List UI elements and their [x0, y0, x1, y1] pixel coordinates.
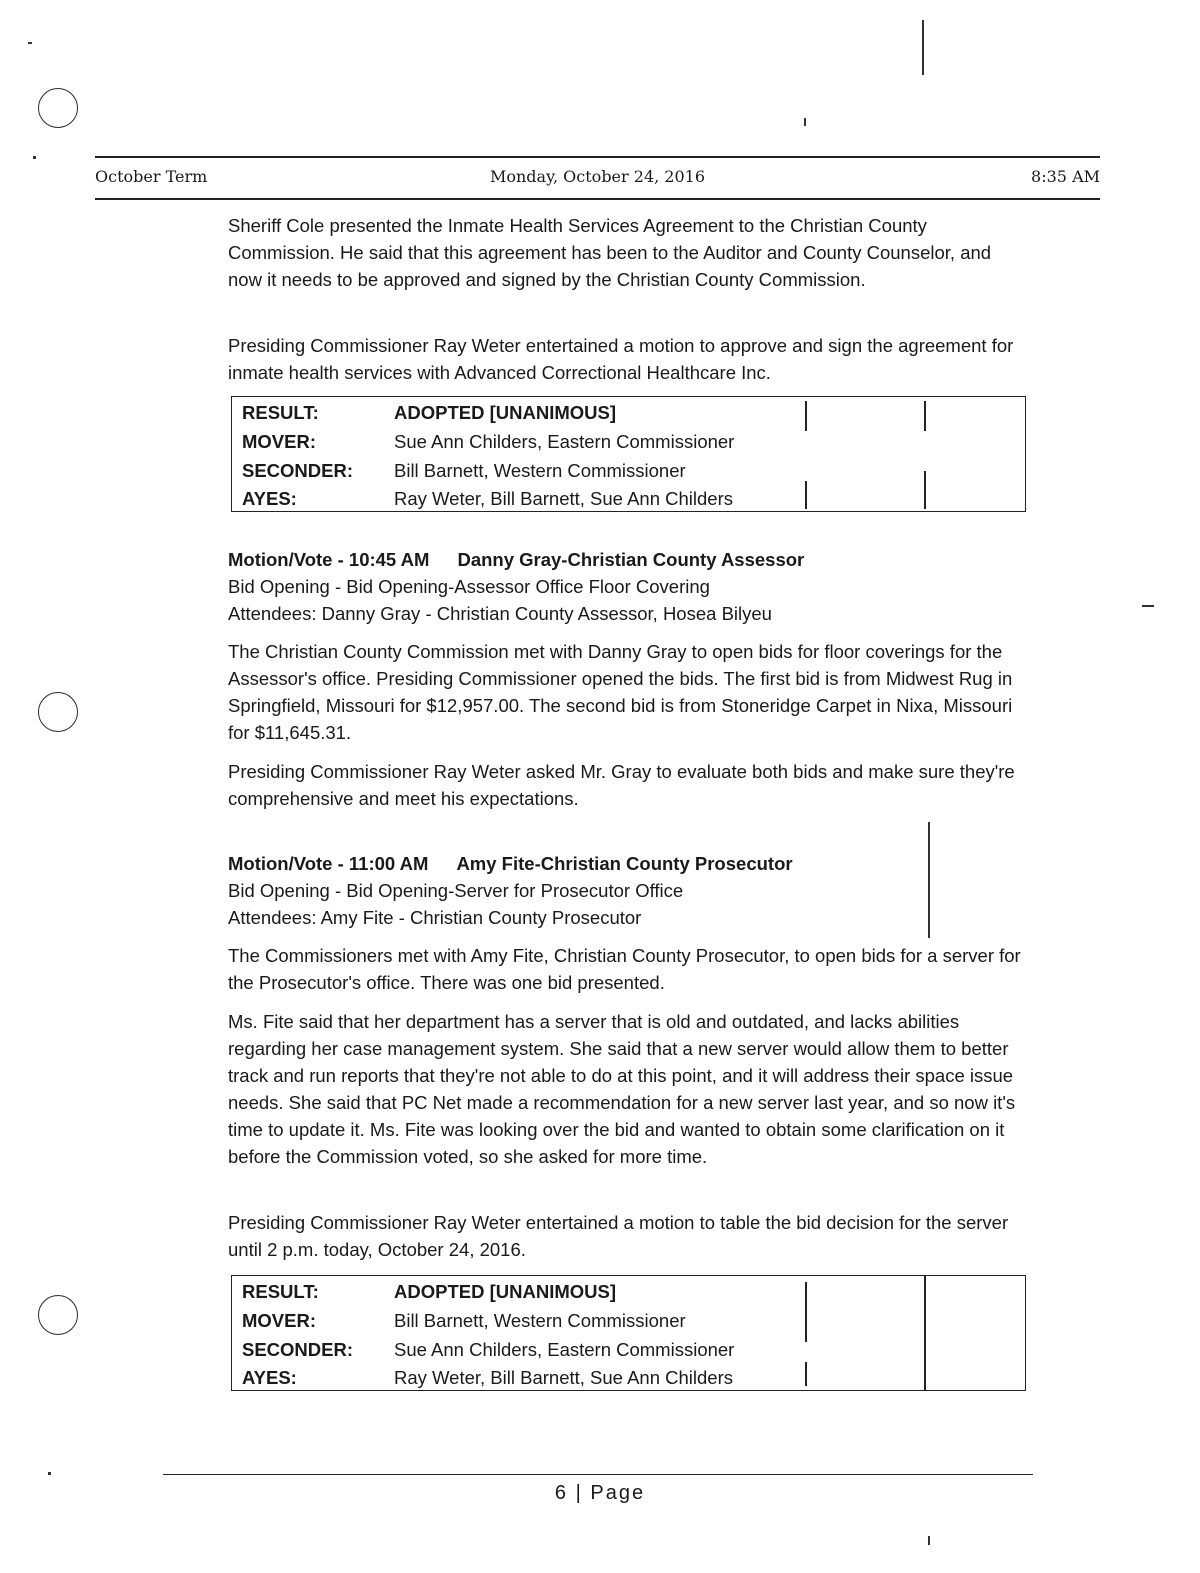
paragraph-text: Presiding Commissioner Ray Weter asked Mr. Gray to evaluate both bids and make sure they're comprehensive and meet his expectations.: [228, 761, 1015, 809]
table-divider: [924, 471, 926, 509]
mover-label: MOVER:: [242, 431, 316, 452]
vote-table-prosecutor: [231, 1275, 1026, 1391]
bid-opening-line: Bid Opening - Bid Opening-Assessor Office Floor Covering: [228, 576, 710, 597]
meeting-title: [228, 850, 1028, 877]
seconder-value: Bill Barnett, Western Commissioner: [394, 460, 686, 481]
seconder-value: Sue Ann Childers, Eastern Commissioner: [394, 1339, 735, 1360]
meeting-time: 8:35 AM: [1031, 167, 1100, 186]
assessor-paragraph-1: [228, 638, 1028, 746]
result-value: ADOPTED [UNANIMOUS]: [394, 402, 616, 423]
meeting-date: Monday, October 24, 2016: [489, 167, 706, 186]
meeting-title: [228, 546, 1028, 573]
motion-vote-time: Motion/Vote - 11:00 AM: [228, 853, 429, 874]
scan-speck: [28, 42, 32, 44]
attendees-line: Attendees: Amy Fite - Christian County Prosecutor: [228, 907, 642, 928]
footer-rule: [163, 1474, 1033, 1475]
vote-table-inmate: [231, 396, 1026, 512]
table-divider: [805, 401, 807, 431]
table-divider: [805, 481, 807, 509]
ayes-label: AYES:: [242, 488, 297, 509]
meeting-subject: Amy Fite-Christian County Prosecutor: [456, 853, 793, 874]
inmate-paragraph-1: [228, 212, 1028, 293]
prosecutor-paragraph-2: [228, 1008, 1028, 1170]
scan-speck: [1142, 605, 1154, 607]
prosecutor-paragraph-3: [228, 1209, 1028, 1263]
scan-speck: [922, 20, 924, 75]
scan-speck: [48, 1472, 51, 1475]
inmate-paragraph-2: [228, 332, 1028, 386]
mover-value: Bill Barnett, Western Commissioner: [394, 1310, 686, 1331]
mover-value: Sue Ann Childers, Eastern Commissioner: [394, 431, 735, 452]
bid-opening-line: Bid Opening - Bid Opening-Server for Prosecutor Office: [228, 880, 684, 901]
result-label: RESULT:: [242, 1281, 319, 1302]
paragraph-text: Ms. Fite said that her department has a server that is old and outdated, and lacks abilities regarding her case management system. She said that a new server would allow them to better track and run reports that they're not able to do at this point, and it will address their space issue needs. She said that PC Net made a recommendation for a new server last year, and so now it's time to update it. Ms. Fite was looking over the bid and wanted to obtain some clarification on it before the Commission voted, so she asked for more time.: [228, 1011, 1016, 1167]
paragraph-text: The Commissioners met with Amy Fite, Christian County Prosecutor, to open bids for a server for the Prosecutor's office. There was one bid presented.: [228, 945, 1021, 993]
meeting-subject: Danny Gray-Christian County Assessor: [457, 549, 805, 570]
ayes-value: Ray Weter, Bill Barnett, Sue Ann Childers: [394, 1367, 733, 1388]
table-divider: [924, 1276, 926, 1390]
binder-hole-top: [38, 88, 78, 128]
binder-hole-middle: [38, 692, 78, 732]
table-divider: [924, 401, 926, 431]
mover-label: MOVER:: [242, 1310, 316, 1331]
motion-vote-time: Motion/Vote - 10:45 AM: [228, 549, 430, 570]
result-value: ADOPTED [UNANIMOUS]: [394, 1281, 616, 1302]
seconder-label: SECONDER:: [242, 460, 354, 481]
page-header: [95, 156, 1100, 200]
table-divider: [805, 1362, 807, 1386]
prosecutor-meeting: [228, 850, 1028, 931]
scan-speck: [928, 1536, 930, 1545]
page-number: 6 | Page: [554, 1482, 646, 1504]
scan-speck: [804, 118, 806, 126]
seconder-label: SECONDER:: [242, 1339, 354, 1360]
table-divider: [805, 1282, 807, 1342]
paragraph-text: Presiding Commissioner Ray Weter entertained a motion to table the bid decision for the server until 2 p.m. today, October 24, 2016.: [228, 1212, 1009, 1260]
paragraph-text: Sheriff Cole presented the Inmate Health Services Agreement to the Christian County Commission. He said that this agreement has been to the Auditor and County Counselor, and now it needs to be approved and signed by the Christian County Commission.: [228, 215, 992, 290]
binder-hole-bottom: [38, 1295, 78, 1335]
attendees-line: Attendees: Danny Gray - Christian County Assessor, Hosea Bilyeu: [228, 603, 772, 624]
paragraph-text: The Christian County Commission met with Danny Gray to open bids for floor coverings for the Assessor's office. Presiding Commissioner opened the bids. The first bid is from Midwest Rug in Springfield, Missouri for $12,957.00. The second bid is from Stoneridge Carpet in Nixa, Missouri for $11,645.31.: [228, 641, 1013, 743]
result-label: RESULT:: [242, 402, 319, 423]
prosecutor-paragraph-1: [228, 942, 1028, 996]
scan-speck: [33, 156, 36, 159]
term-label: October Term: [95, 167, 208, 186]
assessor-meeting: [228, 546, 1028, 627]
assessor-paragraph-2: [228, 758, 1028, 812]
paragraph-text: Presiding Commissioner Ray Weter entertained a motion to approve and sign the agreement for inmate health services with Advanced Correctional Healthcare Inc.: [228, 335, 1014, 383]
ayes-value: Ray Weter, Bill Barnett, Sue Ann Childers: [394, 488, 733, 509]
ayes-label: AYES:: [242, 1367, 297, 1388]
